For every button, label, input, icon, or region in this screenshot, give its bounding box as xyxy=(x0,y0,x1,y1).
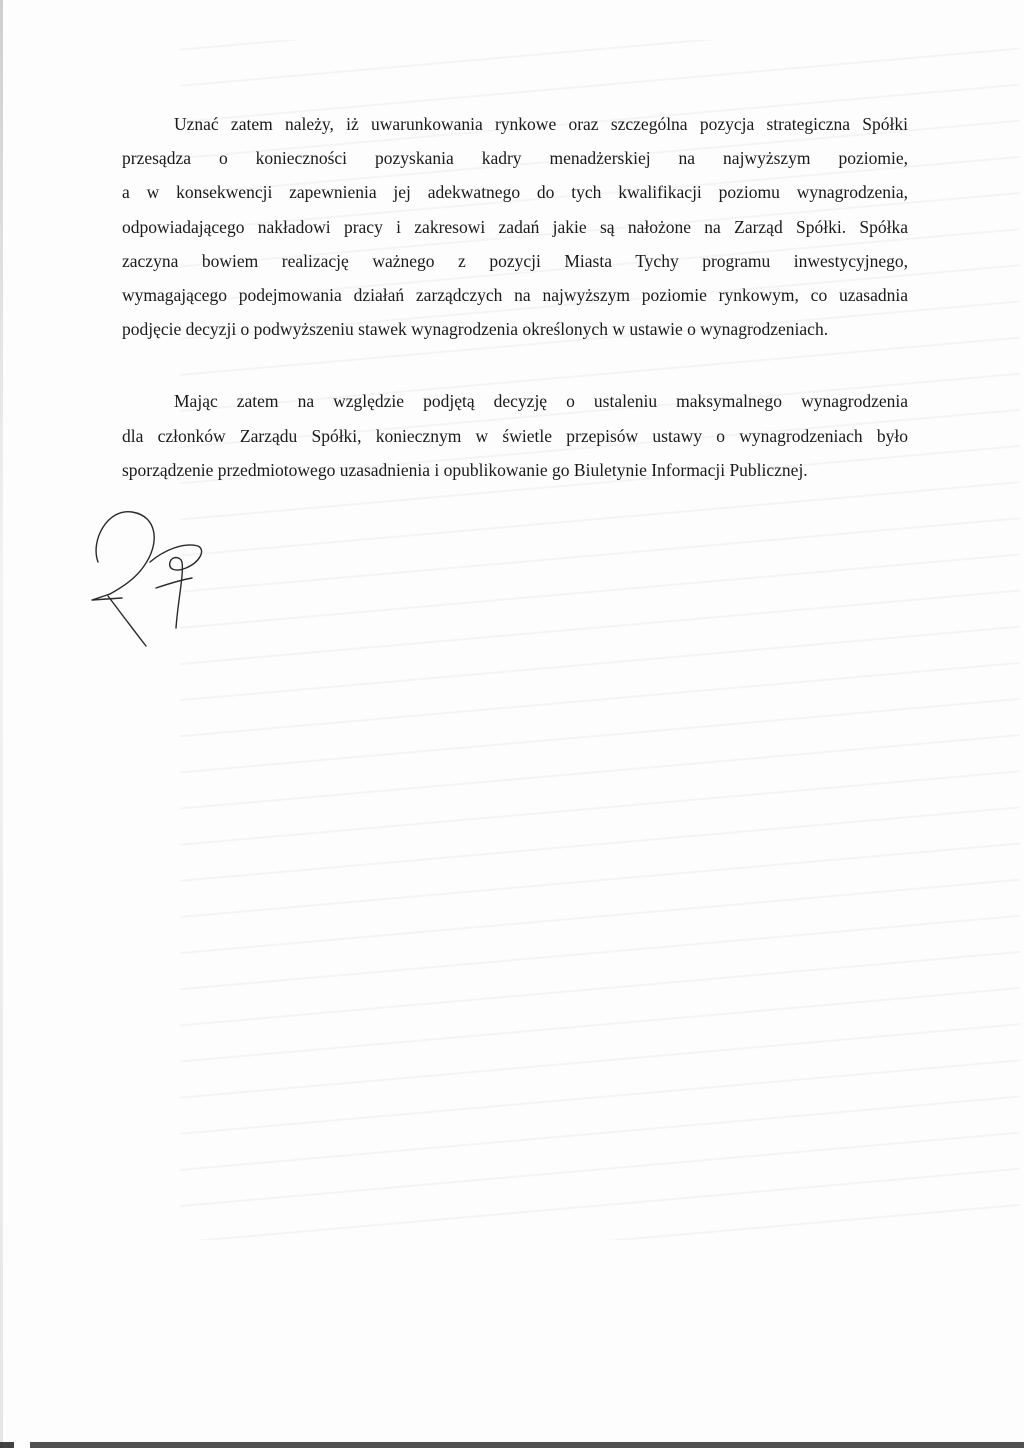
handwritten-signature-icon xyxy=(80,500,220,650)
scan-edge xyxy=(0,0,3,1448)
paragraph-market-conditions xyxy=(122,107,908,346)
text-line: zaczyna bowiem realizację ważnego z pozycji Miasta Tychy programu inwestycyjnego, xyxy=(122,250,908,271)
scan-border-bottom xyxy=(0,1442,1024,1448)
text-line: przesądza o konieczności pozyskania kadry menadżerskiej na najwyższym poziomie, xyxy=(122,148,908,169)
text-line: wymagającego podejmowania działań zarządczych na najwyższym poziomie rynkowym, co uzasadnia xyxy=(122,285,908,306)
text-line: dla członków Zarządu Spółki, koniecznym w świetle przepisów ustawy o wynagrodzeniach było xyxy=(122,425,908,446)
document-body xyxy=(122,107,908,487)
text-line: Mając zatem na względzie podjętą decyzję o ustaleniu maksymalnego wynagrodzenia xyxy=(174,391,908,412)
text-line: odpowiadającego nakładowi pracy i zakresowi zadań jakie są nałożone na Zarząd Spółki. Spółka xyxy=(122,216,908,237)
text-line: a w konsekwencji zapewnienia jej adekwatnego do tych kwalifikacji poziomu wynagrodzenia, xyxy=(122,182,908,203)
paragraph-conclusion xyxy=(122,384,908,487)
text-line: Uznać zatem należy, iż uwarunkowania rynkowe oraz szczególna pozycja strategiczna Spółki xyxy=(174,114,908,134)
text-line: podjęcie decyzji o podwyższeniu stawek wynagrodzenia określonych w ustawie o wynagrodzeniach. xyxy=(122,319,829,340)
text-line: sporządzenie przedmiotowego uzasadnienia i opublikowanie go Biuletynie Informacji Publicznej. xyxy=(122,459,808,480)
